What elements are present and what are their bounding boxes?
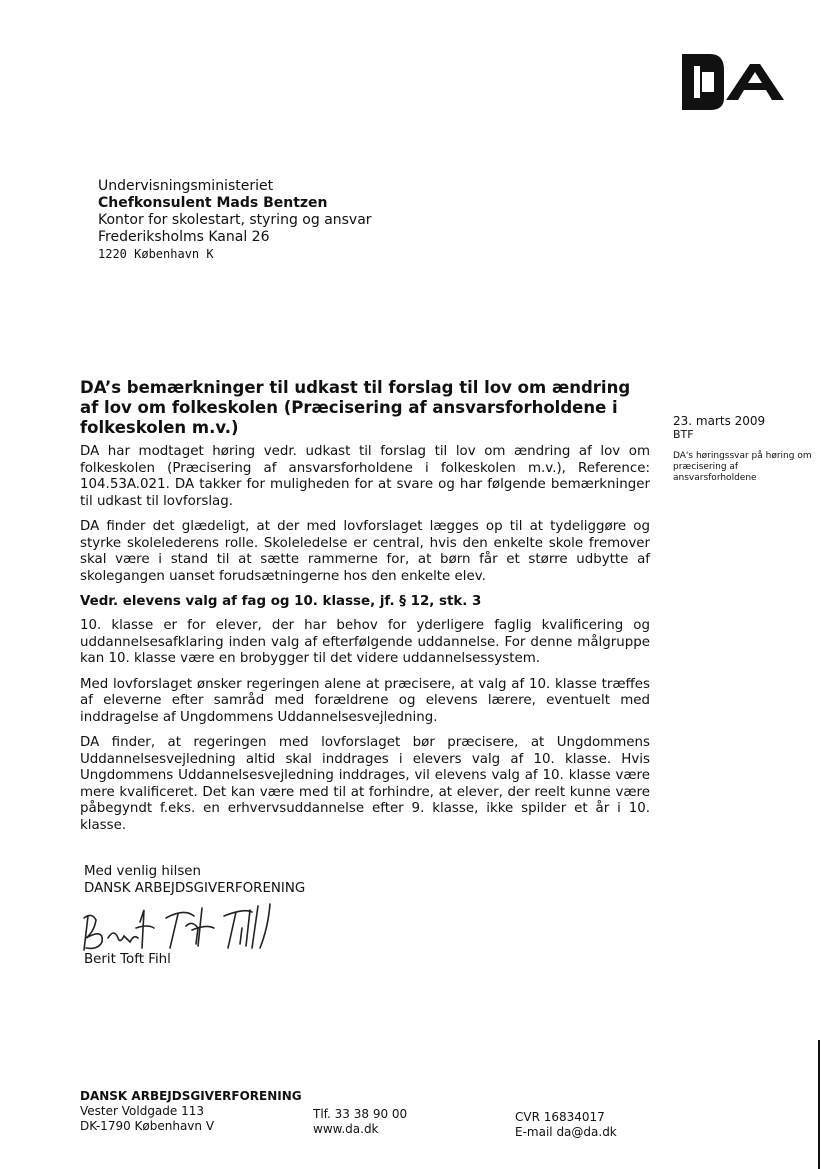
scan-edge-line	[818, 1040, 820, 1169]
recipient-name: Chefkonsulent Mads Bentzen	[98, 195, 328, 211]
section-heading: Vedr. elevens valg af fag og 10. klasse, jf. § 12, stk. 3	[80, 594, 482, 609]
footer-contact	[313, 1107, 407, 1137]
handwritten-signature	[74, 898, 294, 960]
da-logo-graphic	[680, 50, 792, 112]
footer-website: www.da.dk	[313, 1122, 379, 1136]
author-initials: BTF	[673, 428, 694, 441]
recipient-office: Kontor for skolestart, styring og ansvar	[98, 212, 372, 228]
closing-org: DANSK ARBEJDSGIVERFORENING	[84, 880, 306, 896]
closing-block	[84, 864, 404, 897]
da-logo	[680, 50, 792, 112]
body-paragraph: 10. klasse er for elever, der har behov for yderligere faglig kvalificering og uddannelsesafklaring inden valg af efterfølgende uddannelse. For denne målgruppe kan 10. klasse være en brobygger til det videre uddannelsessystem.	[80, 618, 650, 666]
recipient-street: Frederiksholms Kanal 26	[98, 229, 270, 245]
recipient-ministry: Undervisningsministeriet	[98, 178, 274, 194]
recipient-city: 1220 København K	[98, 247, 214, 261]
footer-cvr: CVR 16834017	[515, 1110, 605, 1124]
closing-greeting: Med venlig hilsen	[84, 864, 202, 879]
letter-title: DA’s bemærkninger til udkast til forslag til lov om ændring af lov om folkeskolen (Præcisering af ansvarsforholdene i folkeskolen m.v.)	[80, 378, 631, 437]
footer-registration	[515, 1110, 617, 1140]
subject-note: DA's høringssvar på høring om præcisering af ansvarsforholdene	[673, 451, 812, 483]
footer-city: DK-1790 København V	[80, 1119, 215, 1133]
footer-email: E-mail da@da.dk	[515, 1125, 617, 1139]
letter-body	[80, 378, 650, 843]
letter-date: 23. marts 2009	[673, 414, 766, 428]
signer-name: Berit Toft Fihl	[84, 952, 171, 967]
body-paragraph: DA finder det glædeligt, at der med lovforslaget lægges op til at tydeliggøre og styrke skolelederens rolle. Skoleledelse er central, hvis den enkelte skole fremover skal være i stand til at sætte rammerne for, at børn får et større udbytte af skolegangen uanset forudsætningerne hos den enkelte elev.	[80, 519, 650, 584]
body-paragraph: DA har modtaget høring vedr. udkast til forslag til lov om ændring af lov om folkeskolen (Præcisering af ansvarsforholdene i folkeskolen m.v.), Reference: 104.53A.021. DA takker for muligheden for at svare og har følgende bemærkninger til udkast til lovforslag.	[80, 444, 650, 509]
footer-street: Vester Voldgade 113	[80, 1104, 205, 1118]
recipient-address	[98, 178, 428, 263]
side-column	[673, 414, 813, 484]
body-paragraph: DA finder, at regeringen med lovforslaget bør præcisere, at Ungdommens Uddannelsesvejledning altid skal inddrages i elevers valg af 10. klasse. Hvis Ungdommens Uddannelsesvejledning inddrages, vil elevens valg af 10. klasse være mere kvalificeret. Det kan være med til at forhindre, at elever, der reelt kunne være påbegyndt f.eks. en erhvervsuddannelse efter 9. klasse, ikke spilder et år i 10. klasse.	[80, 735, 650, 833]
body-paragraph: Med lovforslaget ønsker regeringen alene at præcisere, at valg af 10. klasse træffes af eleverne efter samråd med forældrene og elevens lærere, eventuelt med inddragelse af Ungdommens Uddannelsesvejledning.	[80, 676, 650, 725]
footer-phone: Tlf. 33 38 90 00	[313, 1107, 408, 1121]
footer-address	[80, 1104, 214, 1134]
footer-org-name: DANSK ARBEJDSGIVERFORENING	[80, 1089, 302, 1103]
signature-graphic	[74, 898, 294, 960]
